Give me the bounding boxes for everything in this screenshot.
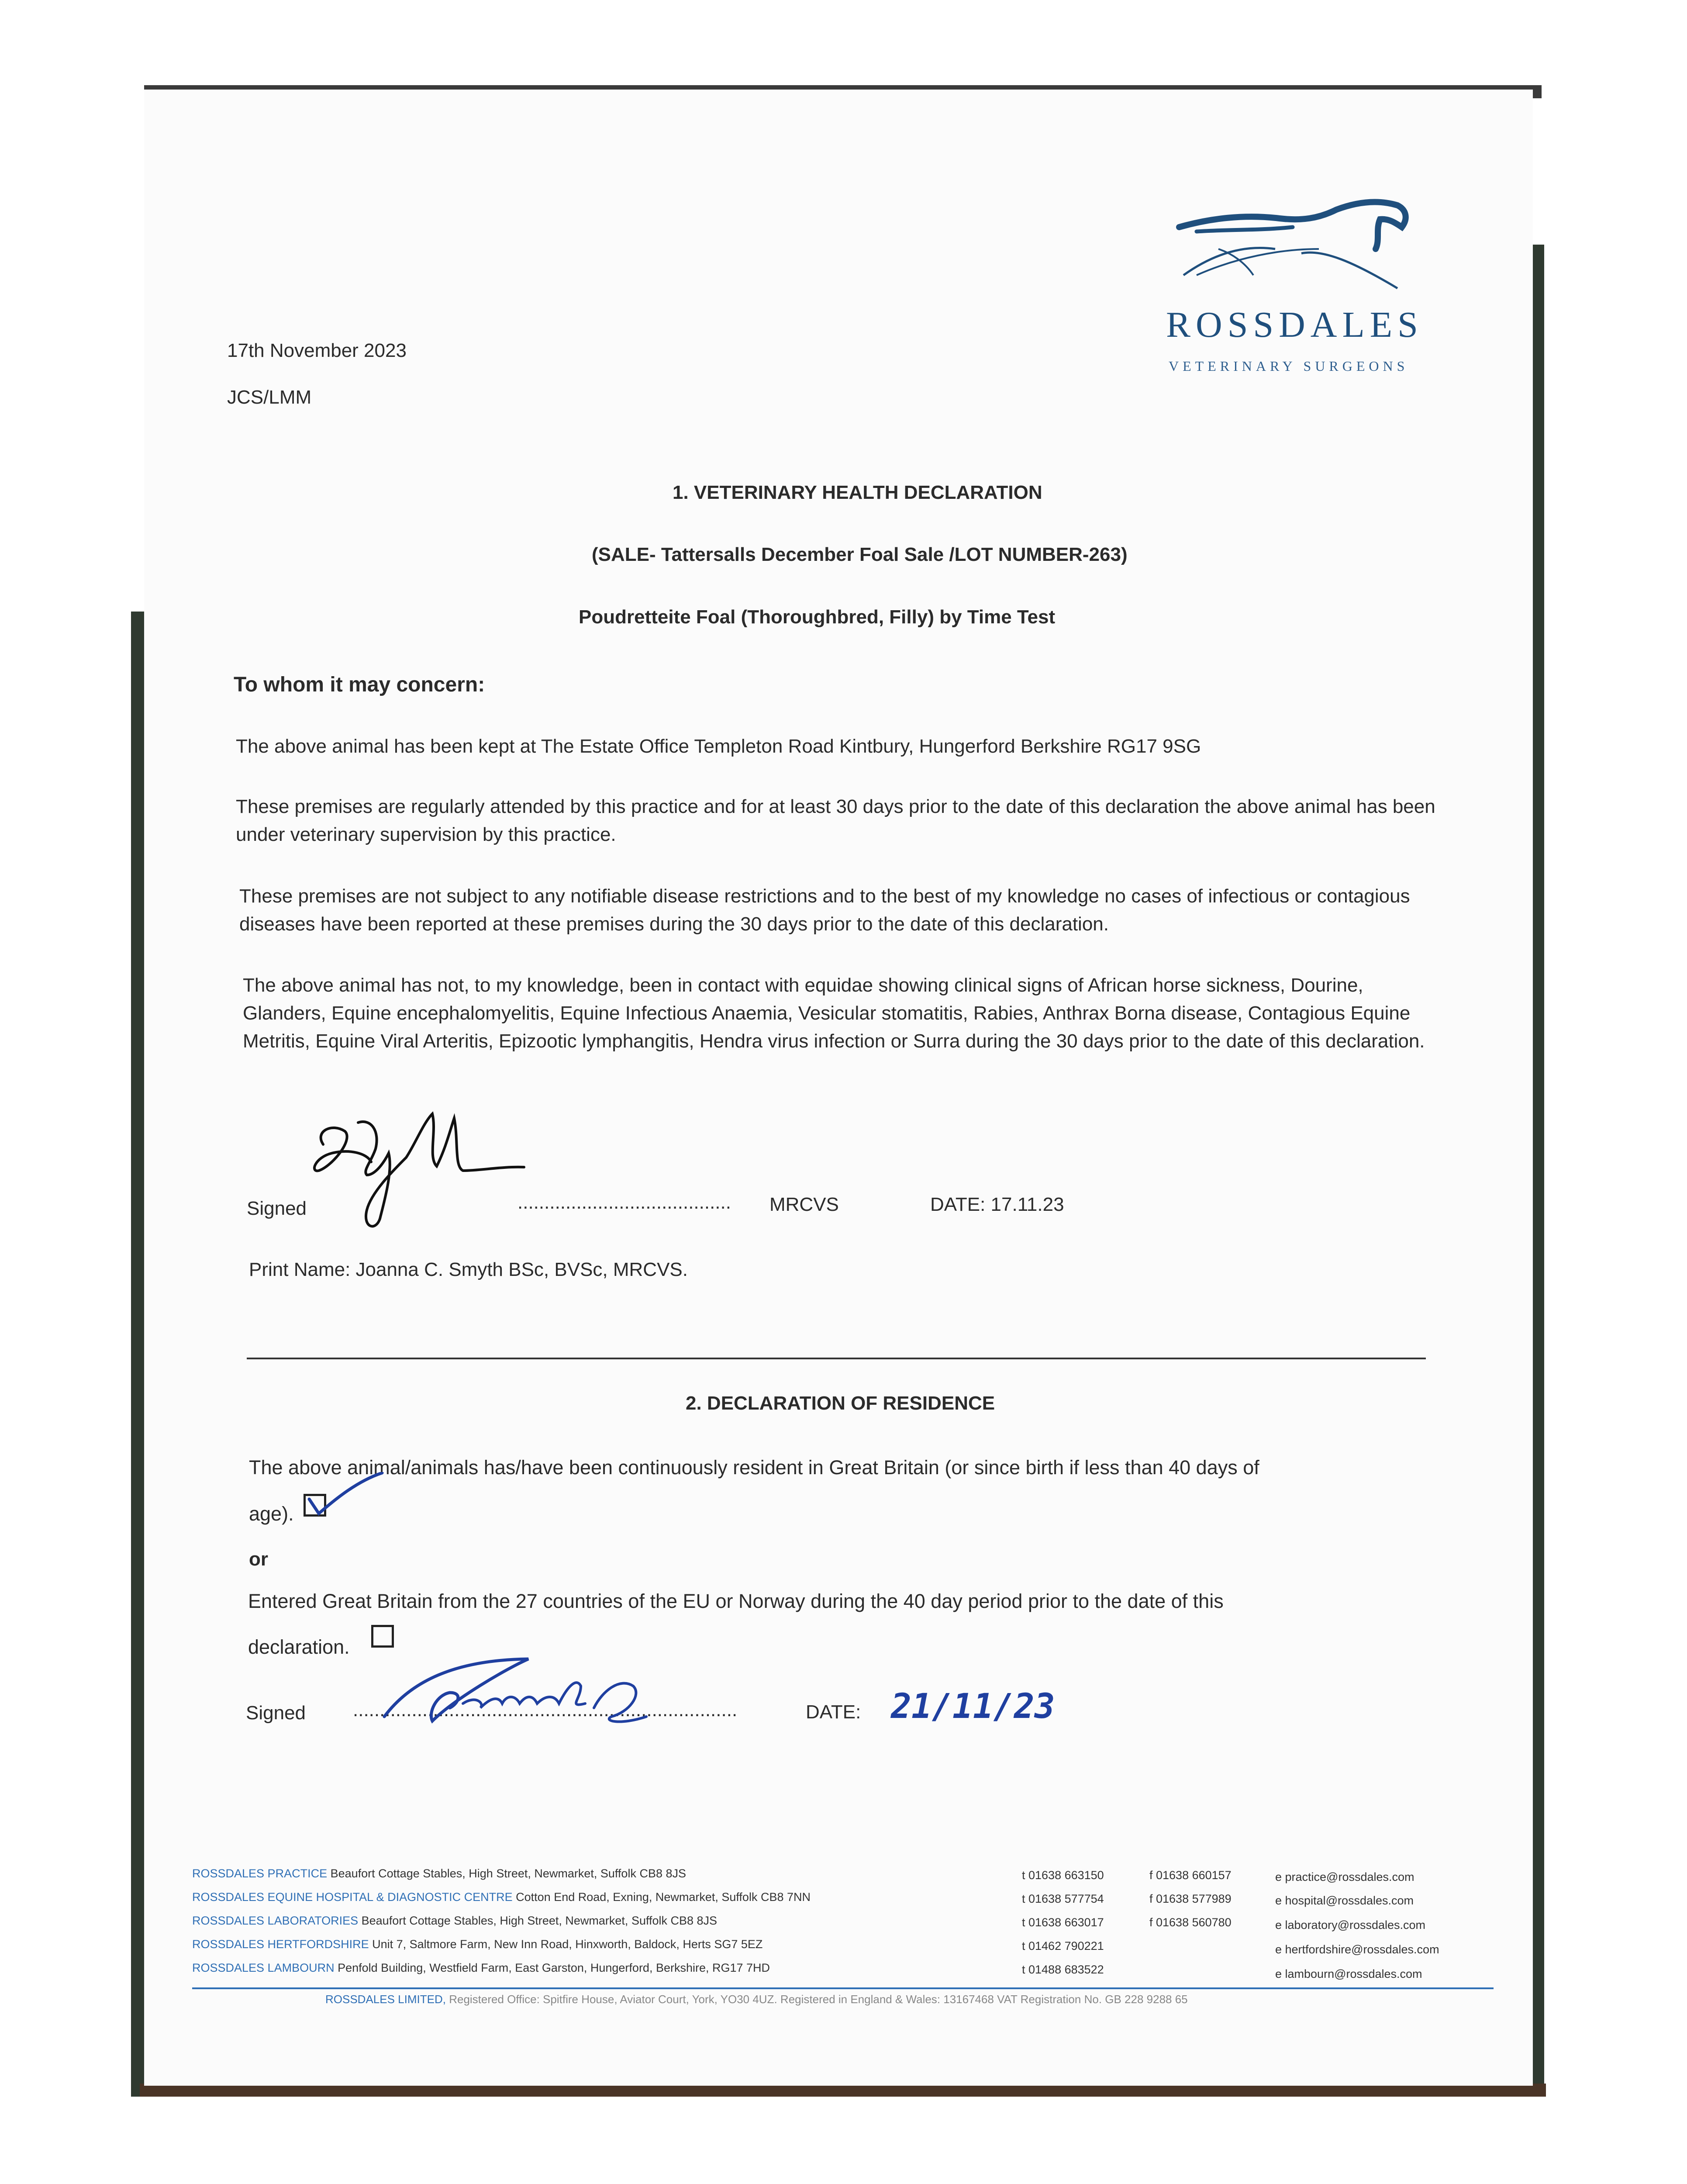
date-label-2: DATE: (806, 1701, 861, 1723)
print-name: Print Name: Joanna C. Smyth BSc, BVSc, MRCVS. (249, 1259, 688, 1280)
email-lambourn[interactable]: e lambourn@rossdales.com (1275, 1967, 1422, 1980)
mrcvs-label: MRCVS (769, 1194, 839, 1215)
paragraph-contact: The above animal has not, to my knowledge, been in contact with equidae showing clinical signs of African horse sickness, Dourine, Glanders, Equine encephalomyelitis, Equine Infectious Anaemia, Vesicular stomatitis, Rabies, Anthrax Borna disease, Contagious Equine Metritis, Equine Viral Arteritis, Epizootic lymphangitis, Hendra virus infection or Surra during the 30 days prior to the date of this declaration. (243, 975, 1425, 1052)
office-name: ROSSDALES LAMBOURN (192, 1961, 335, 1974)
footer-office-hertfordshire (192, 1938, 762, 1951)
logo-subtitle: VETERINARY SURGEONS (1169, 358, 1409, 374)
option2-text-line1: Entered Great Britain from the 27 countries of the EU or Norway during the 40 day period prior to the date of this (248, 1590, 1224, 1612)
animal-line: Poudretteite Foal (Thoroughbred, Filly) by Time Test (579, 606, 1056, 628)
footer-divider (192, 1987, 1494, 1989)
salutation: To whom it may concern: (234, 673, 485, 696)
section2-heading: 2. DECLARATION OF RESIDENCE (686, 1393, 995, 1414)
office-name: ROSSDALES PRACTICE (192, 1867, 328, 1880)
tel-hertfordshire: t 01462 790221 (1022, 1939, 1104, 1952)
signature-dots-2: ........................................................................ (353, 1699, 738, 1721)
registered-brand: ROSSDALES LIMITED, (325, 1993, 446, 2006)
paragraph-restrictions: These premises are not subject to any notifiable disease restrictions and to the best of my knowledge no cases of infectious or contagious diseases have been reported at these premises during the 30 days prior to the date of this declaration. (239, 885, 1410, 935)
option1-text-line1: The above animal/animals has/have been continuously resident in Great Britain (or since birth if less than 40 days of (249, 1456, 1259, 1479)
letter-date: 17th November 2023 (227, 340, 407, 361)
tel-practice: t 01638 663150 (1022, 1869, 1104, 1882)
signature-vet (306, 1105, 533, 1232)
office-address: Cotton End Road, Exning, Newmarket, Suffolk CB8 7NN (516, 1890, 811, 1904)
office-name: ROSSDALES HERTFORDSHIRE (192, 1938, 369, 1951)
horse-logo-icon (1170, 188, 1415, 301)
office-address: Beaufort Cottage Stables, High Street, Newmarket, Suffolk CB8 8JS (361, 1914, 718, 1927)
tel-laboratories: t 01638 663017 (1022, 1916, 1104, 1929)
signature-declarant (376, 1651, 655, 1730)
office-address: Unit 7, Saltmore Farm, New Inn Road, Hinxworth, Baldock, Herts SG7 5EZ (372, 1938, 763, 1951)
signed-label-2: Signed (246, 1702, 306, 1724)
footer-office-hospital (192, 1890, 811, 1904)
checkmark-icon (301, 1472, 384, 1524)
option2-checkbox[interactable] (371, 1625, 394, 1648)
option1-text-line2: age). (249, 1503, 294, 1525)
email-hertfordshire[interactable]: e hertfordshire@rossdales.com (1275, 1943, 1439, 1956)
office-address: Penfold Building, Westfield Farm, East Garston, Hungerford, Berkshire, RG17 7HD (338, 1961, 770, 1974)
email-practice[interactable]: e practice@rossdales.com (1275, 1870, 1414, 1883)
registered-text: Registered Office: Spitfire House, Aviator Court, York, YO30 4UZ. Registered in England & Wales: 13167468 VAT Registration No. GB 228 9288 65 (449, 1993, 1188, 2006)
tel-lambourn: t 01488 683522 (1022, 1963, 1104, 1976)
signature-dots-1: ........................................ (517, 1192, 731, 1213)
fax-hospital: f 01638 577989 (1149, 1892, 1232, 1905)
handwritten-date: 21/11/23 (891, 1687, 1055, 1726)
email-hospital[interactable]: e hospital@rossdales.com (1275, 1894, 1414, 1907)
paragraph-location: The above animal has been kept at The Estate Office Templeton Road Kintbury, Hungerford Berkshire RG17 9SG (236, 736, 1201, 757)
email-laboratory[interactable]: e laboratory@rossdales.com (1275, 1918, 1426, 1932)
signed-label-1: Signed (247, 1198, 307, 1219)
section1-heading: 1. VETERINARY HEALTH DECLARATION (673, 482, 1042, 503)
desk-edge-left (131, 612, 146, 2097)
letter-reference: JCS/LMM (227, 387, 312, 408)
office-name: ROSSDALES EQUINE HOSPITAL & DIAGNOSTIC CENTRE (192, 1890, 513, 1904)
document-page (144, 90, 1533, 2086)
footer-office-lambourn (192, 1961, 770, 1975)
or-label: or (249, 1548, 268, 1570)
logo-wordmark: ROSSDALES (1166, 304, 1423, 345)
declaration-date-1: DATE: 17.11.23 (930, 1194, 1064, 1215)
option2-text-line2: declaration. (248, 1636, 350, 1658)
sale-line: (SALE- Tattersalls December Foal Sale /LOT NUMBER-263) (592, 544, 1128, 565)
office-name: ROSSDALES LABORATORIES (192, 1914, 359, 1927)
section-divider (247, 1358, 1426, 1359)
paragraph-supervision: These premises are regularly attended by this practice and for at least 30 days prior to the date of this declaration the above animal has been under veterinary supervision by this practice. (236, 796, 1435, 845)
registered-office-line (325, 1993, 1188, 2006)
office-address: Beaufort Cottage Stables, High Street, Newmarket, Suffolk CB8 8JS (330, 1867, 686, 1880)
footer-office-practice (192, 1867, 686, 1880)
tel-hospital: t 01638 577754 (1022, 1892, 1104, 1905)
fax-laboratories: f 01638 560780 (1149, 1916, 1232, 1929)
footer-office-laboratories (192, 1914, 717, 1928)
fax-practice: f 01638 660157 (1149, 1869, 1232, 1882)
